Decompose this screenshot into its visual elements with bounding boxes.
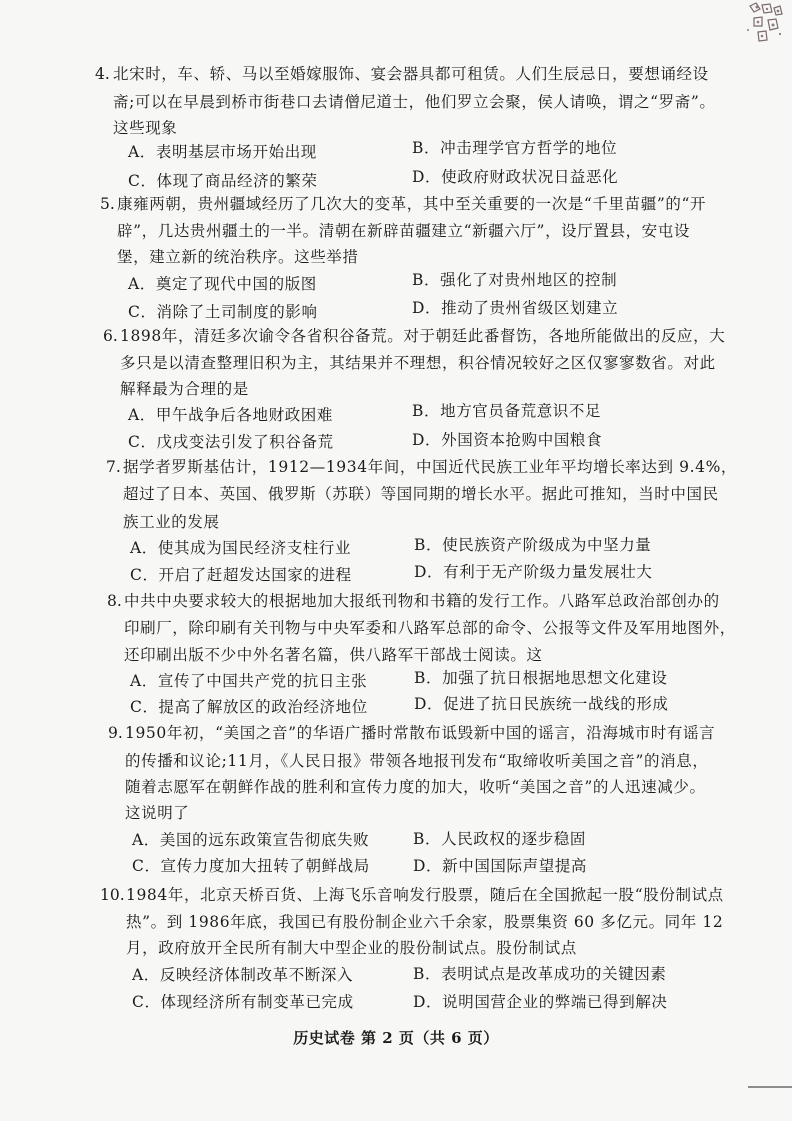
option-c: C．戊戌变法引发了积谷备荒: [128, 433, 334, 451]
question-text-line: 堡，建立新的统治秩序。这些举措: [117, 248, 359, 266]
question-text-line: 族工业的发展: [123, 513, 220, 531]
question-number: 8.: [107, 592, 122, 610]
option-c: C．宣传力度加大扭转了朝鲜战局: [132, 857, 370, 875]
option-a: A．表明基层市场开始出现: [128, 143, 317, 161]
question-text-line: 解释最为合理的是: [120, 380, 249, 398]
question-text-line: 据学者罗斯基估计，1912—1934年间，中国近代民族工业年平均增长率达到 9.4%，: [123, 458, 737, 476]
option-a: A．反映经济体制改革不断深入: [132, 966, 354, 984]
option-d: D．外国资本抢购中国粮食: [412, 431, 603, 449]
question-text-line: 这些现象: [113, 119, 178, 137]
question-text-line: 1984年，北京天桥百货、上海飞乐音响发行股票，随后在全国掀起一股“股份制试点: [126, 886, 724, 904]
question-text-line: 多只是以清查整理旧积为主，其结果并不理想，积谷情况较好之区仅寥寥数省。对此: [120, 354, 716, 372]
option-b: B．表明试点是改革成功的关键因素: [413, 965, 667, 983]
option-c: C．体现经济所有制变革已完成: [132, 993, 354, 1011]
option-a: A．甲午战争后各地财政困难: [128, 406, 333, 424]
question-text-line: 1950年初，“美国之音”的华语广播时常散布诋毁新中国的谣言，沿海城市时有谣言: [125, 724, 716, 742]
option-a: A．奠定了现代中国的版图: [128, 275, 317, 293]
question-text-line: 康雍两朝，贵州疆域经历了几次大的变革，其中至关重要的一次是“千里苗疆”的“开: [117, 195, 707, 213]
question-number: 4.: [95, 65, 110, 83]
option-c: C．提高了解放区的政治经济地位: [130, 698, 368, 716]
edge-divider: [748, 1086, 792, 1088]
question-text-line: 的传播和议论;11月，《人民日报》带领各地报刊发布“取缔收听美国之音”的消息，: [125, 752, 709, 770]
option-a: A．美国的远东政策宣告彻底失败: [132, 831, 370, 849]
option-c: C．体现了商品经济的繁荣: [128, 172, 318, 190]
question-text-line: 热”。到 1986年底，我国已有股份制企业六千余家，股票集资 60 多亿元。同年 12: [126, 913, 724, 931]
option-a: A．使其成为国民经济支柱行业: [130, 539, 352, 557]
question-text-line: 这说明了: [125, 804, 190, 822]
question-text-line: 北宋时，车、轿、马以至婚嫁服饰、宴会器具都可租赁。人们生辰忌日，要想诵经设: [113, 65, 709, 83]
question-text-line: 随着志愿军在朝鲜作战的胜利和宣传力度的加大，收听“美国之音”的人迅速减少。: [125, 778, 706, 796]
question-text-line: 还印刷出版不少中外名著名篇，供八路军干部战士阅读。这: [124, 646, 543, 664]
question-number: 5.: [100, 195, 115, 213]
question-number: 10.: [100, 886, 125, 904]
question-text-line: 斋;可以在早晨到桥市街巷口去请僧尼道士，他们罗立会聚，侯人请唤，谓之“罗斋”。: [113, 93, 716, 111]
question-number: 6.: [103, 327, 118, 345]
option-d: D．推动了贵州省级区划建立: [412, 299, 619, 317]
option-c: C．开启了赶超发达国家的进程: [130, 566, 352, 584]
option-b: B．地方官员备荒意识不足: [412, 402, 602, 420]
question-number: 9.: [108, 724, 123, 742]
question-number: 7.: [106, 458, 121, 476]
option-d: D．新中国国际声望提高: [413, 857, 588, 875]
seal-stamp-icon: [740, 0, 788, 46]
page-footer: 历史试卷 第 2 页（共 6 页）: [293, 1029, 499, 1047]
option-b: B．冲击理学官方哲学的地位: [412, 139, 618, 157]
question-text-line: 月，政府放开全民所有制大中型企业的股份制试点。股份制试点: [126, 939, 577, 957]
question-text-line: 1898年，清廷多次谕令各省积谷备荒。对于朝廷此番督饬，各地所能做出的反应，大: [120, 327, 726, 345]
option-d: D．有利于无产阶级力量发展壮大: [414, 563, 653, 581]
option-d: D．说明国营企业的弊端已得到解决: [413, 993, 668, 1011]
question-text-line: 印刷厂，除印刷有关刊物与中央军委和八路军总部的命令、公报等文件及军用地图外，: [124, 619, 736, 637]
question-text-line: 超过了日本、英国、俄罗斯（苏联）等国同期的增长水平。据此可推知，当时中国民: [123, 485, 719, 503]
option-b: B．强化了对贵州地区的控制: [412, 271, 618, 289]
option-b: B．使民族资产阶级成为中坚力量: [414, 536, 652, 554]
question-text-line: 中共中央要求较大的根据地加大报纸刊物和书籍的发行工作。八路军总政治部创办的: [124, 592, 720, 610]
option-b: B．人民政权的逐步稳固: [413, 830, 586, 848]
option-c: C．消除了土司制度的影响: [128, 303, 318, 321]
option-b: B．加强了抗日根据地思想文化建设: [414, 669, 668, 687]
option-a: A．宣传了中国共产党的抗日主张: [130, 672, 368, 690]
option-d: D．使政府财政状况日益恶化: [412, 168, 619, 186]
question-text-line: 辟”，几达贵州疆土的一半。清朝在新辟苗疆建立“新疆六厅”，设厅置县，安屯设: [117, 222, 690, 240]
option-d: D．促进了抗日民族统一战线的形成: [414, 695, 669, 713]
